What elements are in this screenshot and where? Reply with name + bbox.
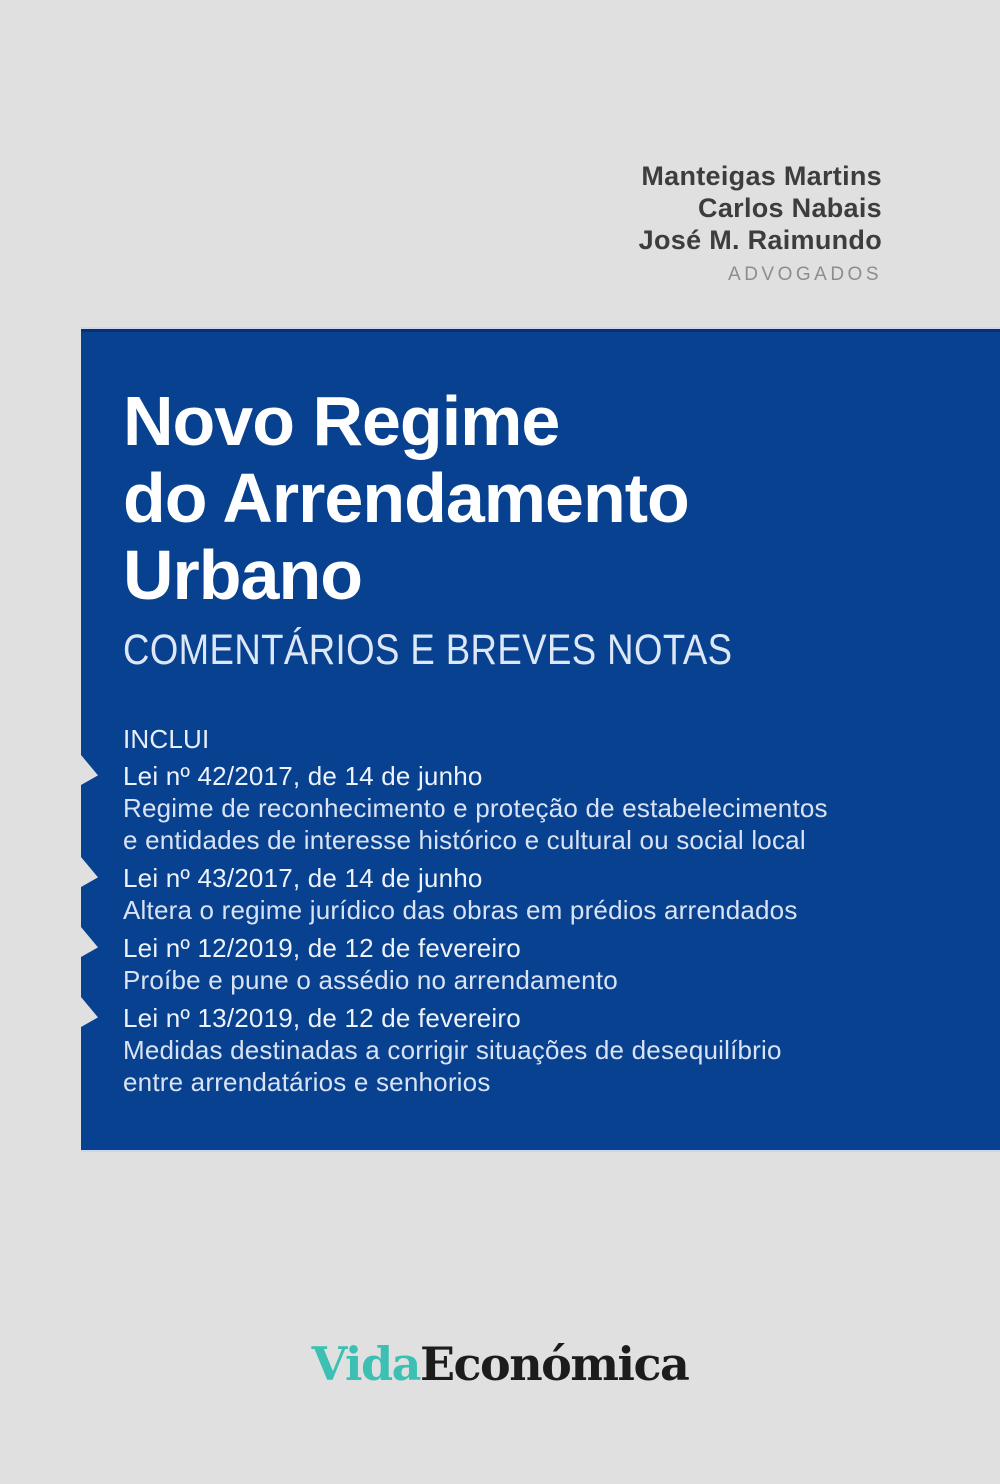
law-title: Lei nº 12/2019, de 12 de fevereiro [123, 933, 521, 963]
title-panel [81, 329, 1000, 1150]
author-name: Manteigas Martins [641, 161, 882, 191]
law-title: Lei nº 42/2017, de 14 de junho [123, 761, 483, 791]
list-marker-triangle-icon [81, 755, 98, 785]
law-title: Lei nº 43/2017, de 14 de junho [123, 863, 483, 893]
law-description-line: e entidades de interesse histórico e cultural ou social local [123, 825, 806, 855]
author-block [639, 160, 882, 287]
law-description-line: Altera o regime jurídico das obras em prédios arrendados [123, 895, 798, 925]
law-description-line: Proíbe e pune o assédio no arrendamento [123, 965, 618, 995]
publisher-logo [0, 1336, 1000, 1392]
book-title [123, 383, 970, 614]
book-title-line: Urbano [123, 536, 362, 614]
law-item [123, 1002, 963, 1098]
author-name: José M. Raimundo [638, 225, 882, 255]
author-name: Carlos Nabais [698, 193, 882, 223]
law-item [123, 760, 963, 856]
law-description-line: Medidas destinadas a corrigir situações de desequilíbrio [123, 1035, 782, 1065]
includes-label: INCLUI [123, 724, 210, 754]
book-title-line: Novo Regime [123, 382, 560, 460]
authors-role-label: ADVOGADOS [728, 264, 882, 285]
law-item [123, 862, 963, 926]
law-description-line: Regime de reconhecimento e proteção de estabelecimentos [123, 793, 828, 823]
list-marker-triangle-icon [81, 997, 98, 1027]
includes-section [123, 723, 963, 1098]
law-title: Lei nº 13/2019, de 12 de fevereiro [123, 1003, 521, 1033]
publisher-name-vida: Vida [311, 1337, 420, 1391]
book-subtitle: COMENTÁRIOS E BREVES NOTAS [123, 626, 733, 674]
list-marker-triangle-icon [81, 857, 98, 887]
law-description-line: entre arrendatários e senhorios [123, 1067, 491, 1097]
book-title-line: do Arrendamento [123, 459, 689, 537]
list-marker-triangle-icon [81, 927, 98, 957]
publisher-name-economica: Económica [419, 1337, 689, 1391]
law-item [123, 932, 963, 996]
